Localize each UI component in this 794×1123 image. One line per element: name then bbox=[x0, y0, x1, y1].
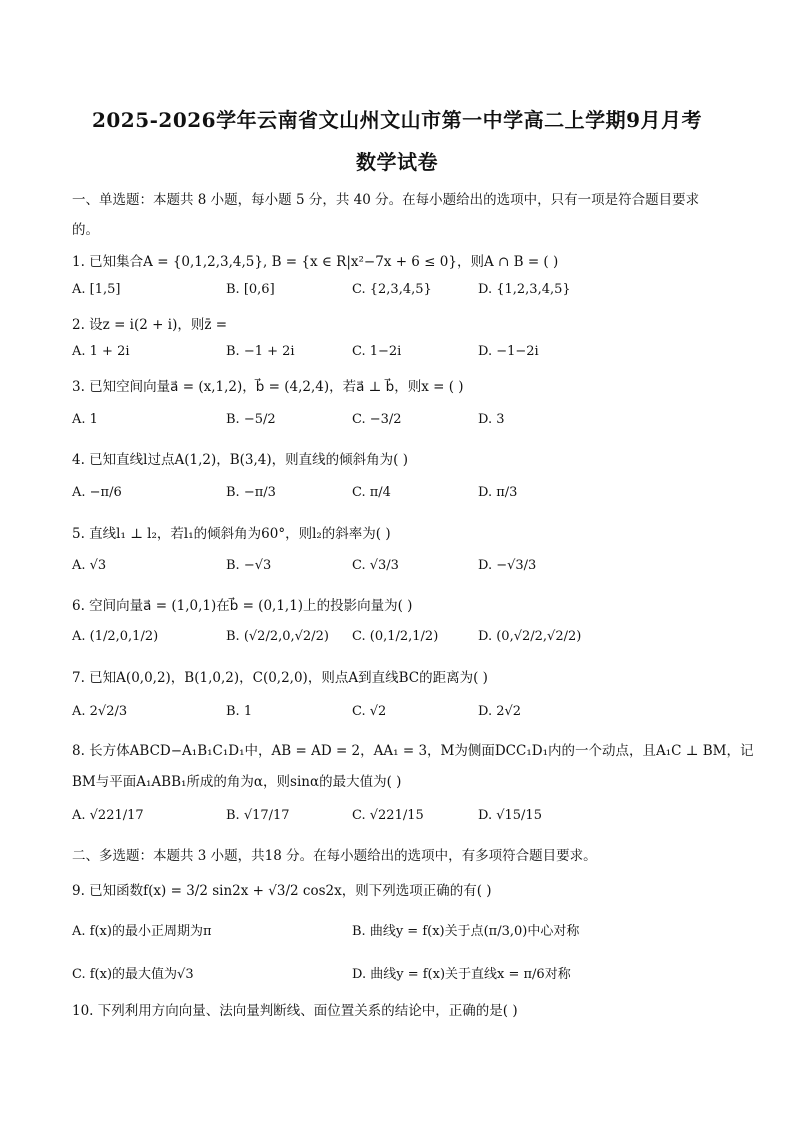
question-5: 5. 直线l₁ ⊥ l₂，若l₁的倾斜角为60°，则l₂的斜率为( ) bbox=[72, 526, 391, 542]
question-2: 2. 设z = i(2 + i)，则z̄ = bbox=[72, 317, 228, 333]
exam-title: 2025-2026学年云南省文山州文山市第一中学高二上学期9月月考 bbox=[91, 108, 703, 132]
question-3: 3. 已知空间向量a⃗ = (x,1,2)，b⃗ = (4,2,4)，若a⃗ ⊥ b⃗，则x = ( ) bbox=[72, 379, 464, 395]
q6-option-c: C. (0,1/2,1/2) bbox=[352, 629, 439, 644]
q2-option-d: D. −1−2i bbox=[478, 344, 539, 359]
q3-option-d: D. 3 bbox=[478, 412, 505, 427]
q9-option-c: C. f(x)的最大值为√3 bbox=[72, 967, 194, 982]
q4-option-a: A. −π/6 bbox=[72, 485, 122, 500]
section1-heading-cont: 的。 bbox=[72, 222, 99, 238]
q8-option-d: D. √15/15 bbox=[478, 808, 542, 823]
q5-option-b: B. −√3 bbox=[226, 558, 272, 573]
q5-option-a: A. √3 bbox=[72, 558, 107, 573]
q2-option-b: B. −1 + 2i bbox=[226, 344, 295, 359]
q8-option-c: C. √221/15 bbox=[352, 808, 424, 823]
exam-subtitle: 数学试卷 bbox=[356, 150, 438, 174]
q4-option-d: D. π/3 bbox=[478, 485, 518, 500]
question-8-cont: BM与平面A₁ABB₁所成的角为α，则sinα的最大值为( ) bbox=[72, 774, 402, 790]
q8-option-a: A. √221/17 bbox=[72, 808, 144, 823]
q2-option-a: A. 1 + 2i bbox=[72, 344, 130, 359]
question-10: 10. 下列利用方向向量、法向量判断线、面位置关系的结论中，正确的是( ) bbox=[72, 1003, 518, 1019]
q2-option-c: C. 1−2i bbox=[352, 344, 402, 359]
q9-option-b: B. 曲线y = f(x)关于点(π/3,0)中心对称 bbox=[352, 924, 580, 939]
question-4: 4. 已知直线l过点A(1,2)，B(3,4)，则直线的倾斜角为( ) bbox=[72, 452, 408, 468]
q8-option-b: B. √17/17 bbox=[226, 808, 290, 823]
q9-option-d: D. 曲线y = f(x)关于直线x = π/6对称 bbox=[352, 967, 571, 982]
question-7: 7. 已知A(0,0,2)，B(1,0,2)，C(0,2,0)，则点A到直线BC的距离为( ) bbox=[72, 670, 488, 686]
q6-option-d: D. (0,√2/2,√2/2) bbox=[478, 629, 582, 644]
q1-option-d: D. {1,2,3,4,5} bbox=[478, 282, 571, 297]
q9-option-a: A. f(x)的最小正周期为π bbox=[72, 924, 212, 939]
section1-heading: 一、单选题：本题共 8 小题，每小题 5 分，共 40 分。在每小题给出的选项中，只有一项是符合题目要求 bbox=[72, 192, 700, 208]
question-8: 8. 长方体ABCD−A₁B₁C₁D₁中，AB = AD = 2，AA₁ = 3，M为侧面DCC₁D₁内的一个动点，且A₁C ⊥ BM，记 bbox=[72, 743, 754, 759]
q7-option-d: D. 2√2 bbox=[478, 704, 522, 719]
q5-option-c: C. √3/3 bbox=[352, 558, 399, 573]
question-9: 9. 已知函数f(x) = 3/2 sin2x + √3/2 cos2x，则下列选项正确的有( ) bbox=[72, 883, 492, 899]
q3-option-c: C. −3/2 bbox=[352, 412, 402, 427]
q3-option-a: A. 1 bbox=[72, 412, 98, 427]
q5-option-d: D. −√3/3 bbox=[478, 558, 537, 573]
q6-option-b: B. (√2/2,0,√2/2) bbox=[226, 629, 329, 644]
q1-option-b: B. [0,6] bbox=[226, 282, 275, 297]
q1-option-a: A. [1,5] bbox=[72, 282, 121, 297]
q4-option-b: B. −π/3 bbox=[226, 485, 276, 500]
q3-option-b: B. −5/2 bbox=[226, 412, 276, 427]
q4-option-c: C. π/4 bbox=[352, 485, 391, 500]
section2-heading: 二、多选题：本题共 3 小题，共18 分。在每小题给出的选项中，有多项符合题目要求。 bbox=[72, 848, 597, 864]
q6-option-a: A. (1/2,0,1/2) bbox=[72, 629, 159, 644]
q7-option-a: A. 2√2/3 bbox=[72, 704, 128, 719]
q7-option-c: C. √2 bbox=[352, 704, 387, 719]
question-1: 1. 已知集合A = {0,1,2,3,4,5}, B = {x ∈ R|x²−7x + 6 ≤ 0}，则A ∩ B = ( ) bbox=[72, 254, 559, 270]
question-6: 6. 空间向量a⃗ = (1,0,1)在b⃗ = (0,1,1)上的投影向量为( ) bbox=[72, 598, 413, 614]
q1-option-c: C. {2,3,4,5} bbox=[352, 282, 432, 297]
q7-option-b: B. 1 bbox=[226, 704, 253, 719]
